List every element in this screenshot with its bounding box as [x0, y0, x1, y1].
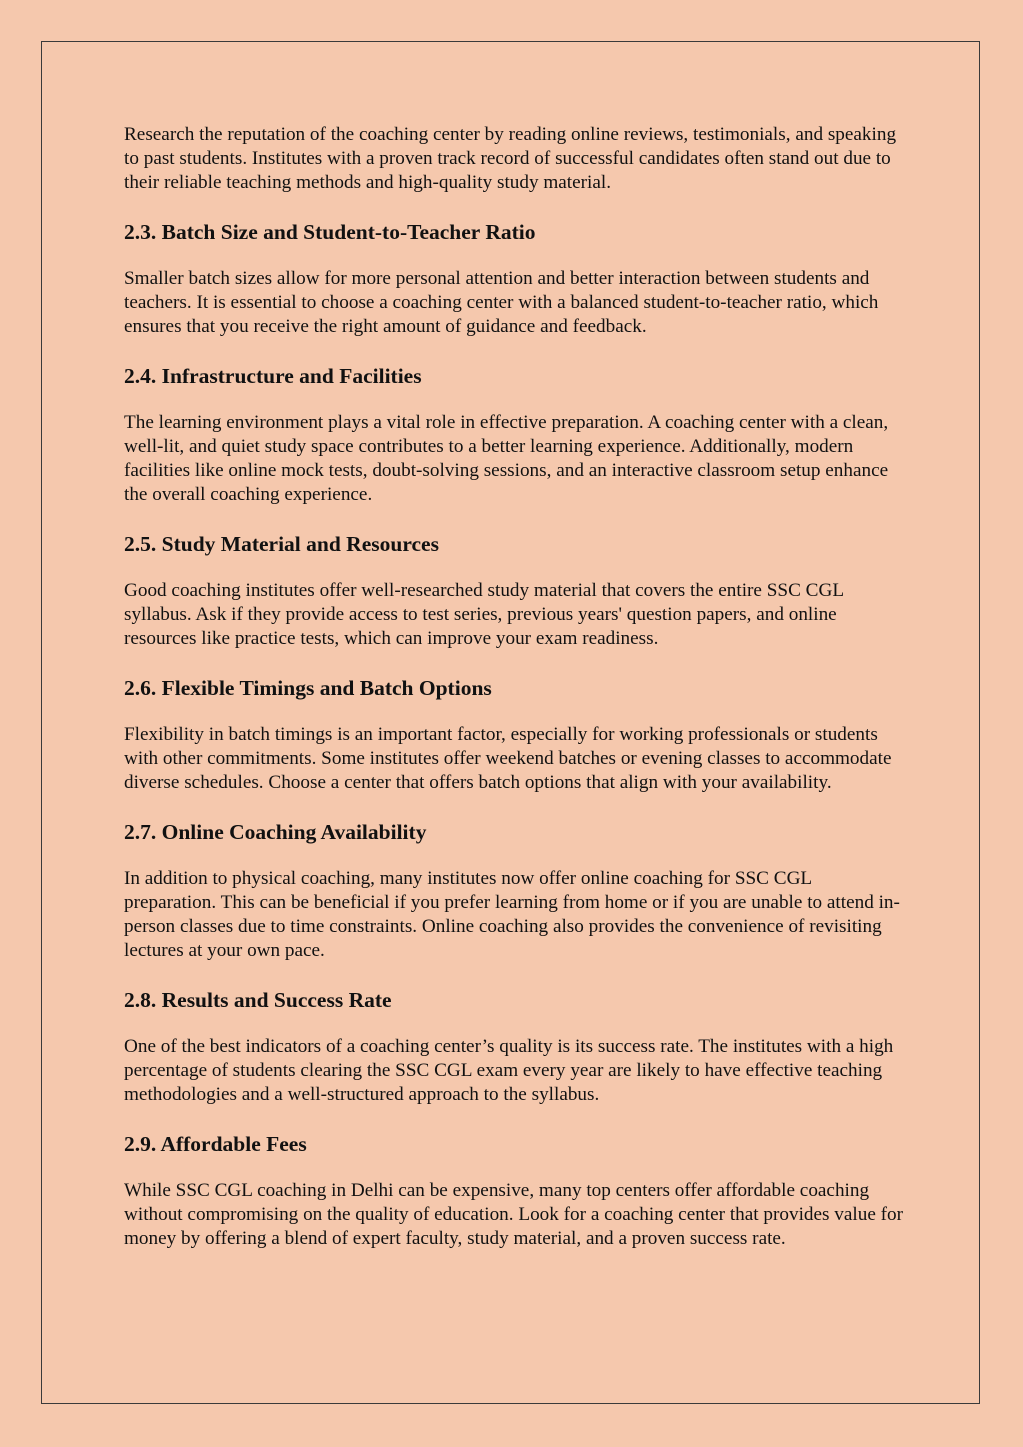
section-heading-flexible-timings: 2.6. Flexible Timings and Batch Options [124, 676, 492, 700]
section-body-results: One of the best indicators of a coaching center’s quality is its success rate. The institutes with a high percentage of students clearing the SSC CGL exam every year are likely to have effective teaching methodologies and a well-structured approach to the syllabus. [124, 1036, 894, 1105]
section-heading-results: 2.8. Results and Success Rate [124, 988, 392, 1012]
section-body-infrastructure: The learning environment plays a vital role in effective preparation. A coaching center with a clean, well-lit, and quiet study space contributes to a better learning experience. Additionally, modern facilities like online mock tests, doubt-solving sessions, and an interactive classroom setup enhance the overall coaching experience. [124, 412, 889, 505]
section-heading-fees: 2.9. Affordable Fees [124, 1132, 307, 1156]
document-content [124, 123, 904, 1251]
section-heading-study-material: 2.5. Study Material and Resources [124, 532, 439, 556]
section-heading-infrastructure: 2.4. Infrastructure and Facilities [124, 364, 422, 388]
section-body-flexible-timings: Flexibility in batch timings is an important factor, especially for working professionals or students with other commitments. Some institutes offer weekend batches or evening classes to accommodate diverse schedules. Choose a center that offers batch options that align with your availability. [124, 724, 892, 793]
section-body-online-coaching: In addition to physical coaching, many institutes now offer online coaching for SSC CGL preparation. This can be beneficial if you prefer learning from home or if you are unable to attend in-person classes due to time constraints. Online coaching also provides the convenience of revisiting lectures at your own pace. [124, 868, 900, 961]
section-body-study-material: Good coaching institutes offer well-researched study material that covers the entire SSC CGL syllabus. Ask if they provide access to test series, previous years' question papers, and online resources like practice tests, which can improve your exam readiness. [124, 580, 844, 649]
section-heading-batch-size: 2.3. Batch Size and Student-to-Teacher Ratio [124, 220, 536, 244]
section-body-batch-size: Smaller batch sizes allow for more personal attention and better interaction between students and teachers. It is essential to choose a coaching center with a balanced student-to-teacher ratio, which ensures that you receive the right amount of guidance and feedback. [124, 268, 879, 337]
section-heading-online-coaching: 2.7. Online Coaching Availability [124, 820, 427, 844]
section-body-fees: While SSC CGL coaching in Delhi can be expensive, many top centers offer affordable coaching without compromising on the quality of education. Look for a coaching center that provides value for money by offering a blend of expert faculty, study material, and a proven success rate. [124, 1180, 904, 1249]
intro-paragraph: Research the reputation of the coaching center by reading online reviews, testimonials, and speaking to past students. Institutes with a proven track record of successful candidates often stand out due to their reliable teaching methods and high-quality study material. [124, 124, 897, 193]
